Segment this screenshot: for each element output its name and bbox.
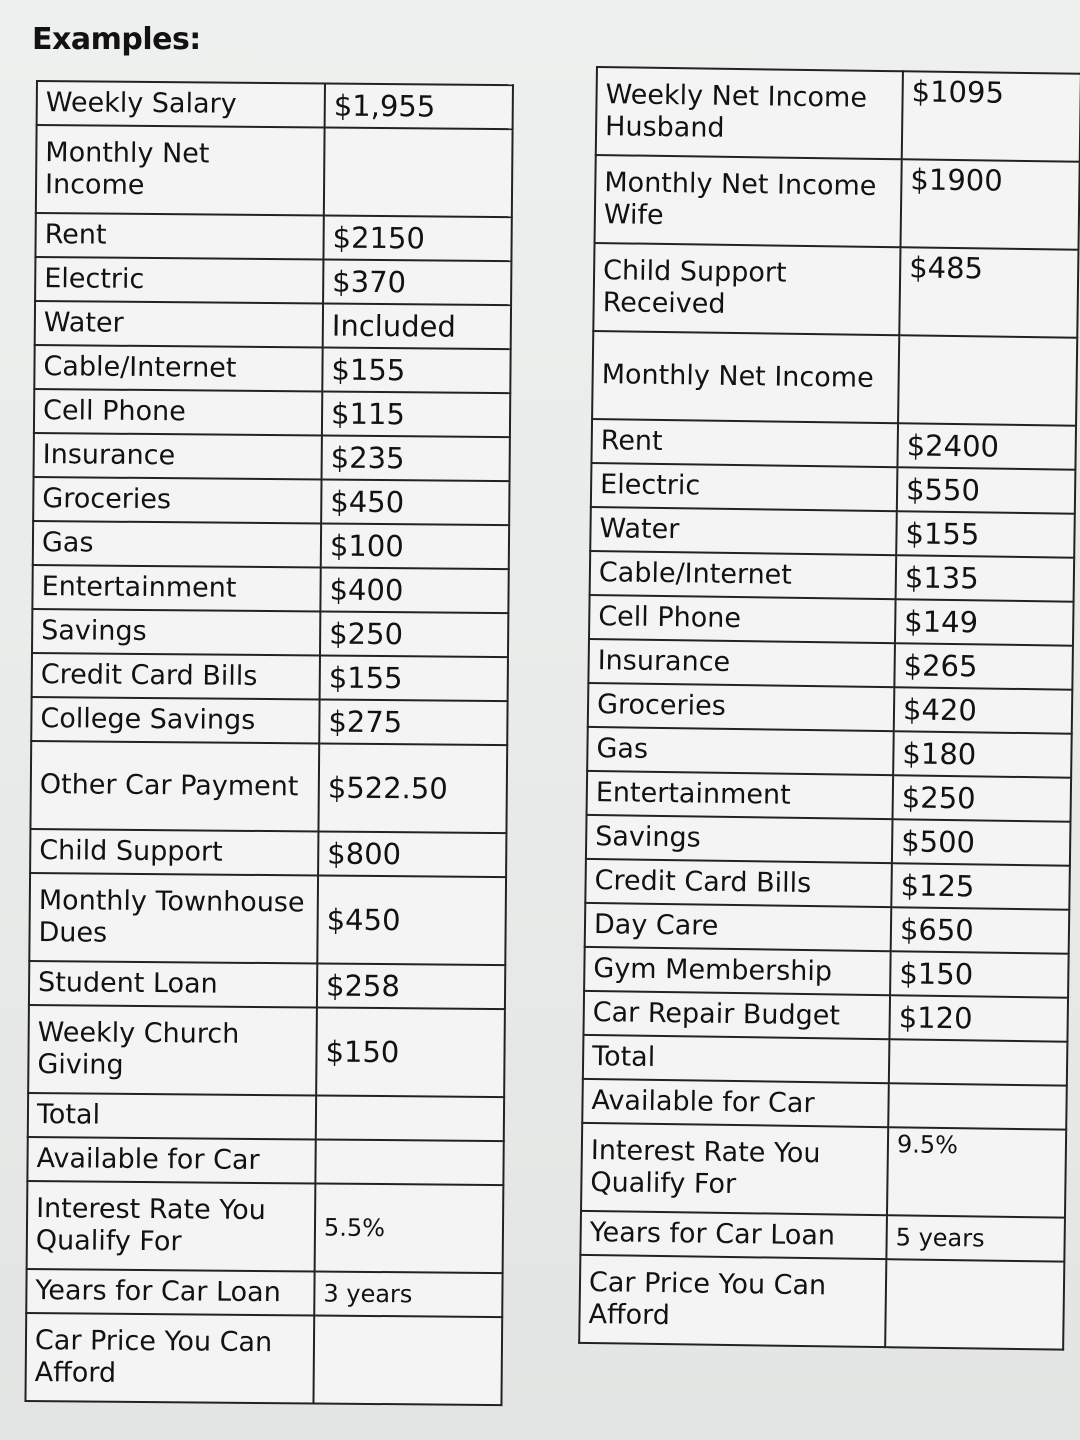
row-value: $180: [893, 731, 1072, 777]
row-label: Insurance: [34, 433, 322, 480]
table-row: [27, 1137, 503, 1185]
row-label: Weekly Church Giving: [28, 1005, 317, 1096]
row-value: $500: [892, 819, 1071, 865]
table-row: [34, 389, 510, 437]
table-row: [27, 1181, 504, 1273]
table-row: [30, 829, 506, 877]
table-row: [35, 301, 511, 349]
table-row: [591, 419, 1076, 470]
table-row: [592, 331, 1077, 426]
row-label: Groceries: [588, 683, 895, 731]
row-value: $265: [894, 643, 1073, 689]
row-value: $1,955: [325, 84, 513, 130]
row-label: Car Repair Budget: [583, 991, 890, 1039]
table-row: [33, 477, 509, 525]
row-value: [889, 1039, 1068, 1085]
row-label: Cell Phone: [589, 595, 896, 643]
row-value: $235: [322, 436, 510, 482]
table-row: [590, 551, 1075, 602]
row-label: Child Support Received: [593, 243, 900, 335]
table-row: [34, 345, 510, 393]
table-row: [588, 639, 1073, 690]
table-row: [580, 1211, 1065, 1262]
row-label: Gas: [33, 521, 321, 568]
table-row: [29, 873, 506, 965]
row-value: 5 years: [886, 1215, 1065, 1261]
row-label: Savings: [32, 609, 320, 656]
row-value: $149: [895, 599, 1074, 645]
row-value: $155: [322, 348, 510, 394]
row-value: $450: [321, 480, 509, 526]
table-row: [32, 653, 508, 701]
row-label: Available for Car: [27, 1137, 315, 1184]
table-row: [25, 1313, 502, 1405]
table-row: [26, 1269, 502, 1317]
table-row: [35, 213, 511, 261]
table-row: [31, 697, 507, 745]
table-row: [28, 1093, 504, 1141]
row-value: [898, 335, 1077, 425]
table-row: [587, 771, 1072, 822]
table-row: [36, 125, 513, 217]
row-value: $115: [322, 392, 510, 438]
row-label: Weekly Salary: [37, 81, 325, 128]
row-value: $100: [321, 524, 509, 570]
table-row: [28, 1005, 505, 1097]
row-label: Day Care: [585, 903, 892, 951]
row-label: Water: [35, 301, 323, 348]
row-value: $800: [318, 831, 506, 877]
row-value: [888, 1083, 1067, 1129]
table-row: [595, 155, 1080, 250]
table-row: [589, 595, 1074, 646]
row-value: $2400: [897, 423, 1076, 469]
table-row: [37, 81, 513, 129]
row-value: $1900: [900, 159, 1079, 249]
row-value: $135: [896, 555, 1075, 601]
row-value: $250: [893, 775, 1072, 821]
row-label: Cable/Internet: [34, 345, 322, 392]
row-label: Rent: [591, 419, 898, 467]
row-label: Groceries: [33, 477, 321, 524]
row-value: $155: [320, 656, 508, 702]
row-label: Cable/Internet: [590, 551, 897, 599]
row-label: Car Price You Can Afford: [25, 1313, 314, 1404]
row-value: $258: [317, 963, 505, 1009]
row-value: [315, 1139, 503, 1185]
row-value: $2150: [323, 216, 511, 262]
row-label: Car Price You Can Afford: [579, 1255, 886, 1347]
row-value: $120: [889, 995, 1068, 1041]
row-label: Interest Rate You Qualify For: [27, 1181, 316, 1272]
row-value: [316, 1095, 504, 1141]
row-value: $485: [899, 247, 1078, 337]
row-value: 9.5%: [887, 1127, 1066, 1217]
row-value: $370: [323, 260, 511, 306]
table-row: [585, 859, 1070, 910]
table-row: [593, 243, 1078, 338]
budget-table-left: [24, 80, 514, 1406]
table-row: [579, 1255, 1064, 1350]
row-value: [313, 1315, 502, 1405]
table-row: [581, 1123, 1066, 1218]
row-label: Years for Car Loan: [26, 1269, 314, 1316]
row-label: Cell Phone: [34, 389, 322, 436]
row-value: $275: [319, 699, 507, 745]
row-value: 5.5%: [315, 1183, 504, 1273]
row-value: $550: [897, 467, 1076, 513]
row-label: Gas: [587, 727, 894, 775]
row-value: $450: [317, 875, 506, 965]
row-label: Child Support: [30, 829, 318, 876]
row-label: Interest Rate You Qualify For: [581, 1123, 888, 1215]
row-value: Included: [323, 304, 511, 350]
table-row: [583, 991, 1068, 1042]
row-value: $150: [890, 951, 1069, 997]
row-value: $650: [891, 907, 1070, 953]
row-label: Years for Car Loan: [580, 1211, 887, 1259]
table-row: [35, 257, 511, 305]
table-row: [590, 507, 1075, 558]
row-label: Electric: [35, 257, 323, 304]
table-row: [583, 1035, 1068, 1086]
table-row: [591, 463, 1076, 514]
budget-table-right: [578, 66, 1080, 1351]
page-heading: Examples:: [32, 22, 201, 57]
table-row: [596, 67, 1080, 162]
row-label: Total: [583, 1035, 890, 1083]
row-label: Monthly Net Income: [592, 331, 899, 423]
table-row: [32, 565, 508, 613]
table-row: [584, 947, 1069, 998]
table-row: [585, 903, 1070, 954]
row-value: $420: [894, 687, 1073, 733]
table-row: [588, 683, 1073, 734]
table-row: [30, 741, 507, 833]
row-label: Entertainment: [32, 565, 320, 612]
table-row: [33, 521, 509, 569]
row-value: 3 years: [314, 1271, 502, 1317]
table-row: [32, 609, 508, 657]
row-label: Insurance: [588, 639, 895, 687]
table-row: [582, 1079, 1067, 1130]
row-label: Credit Card Bills: [32, 653, 320, 700]
row-value: $155: [896, 511, 1075, 557]
row-value: $522.50: [318, 743, 507, 833]
row-label: Water: [590, 507, 897, 555]
row-label: Student Loan: [29, 961, 317, 1008]
table-row: [34, 433, 510, 481]
row-label: Rent: [35, 213, 323, 260]
row-label: Available for Car: [582, 1079, 889, 1127]
row-label: Entertainment: [587, 771, 894, 819]
row-value: $250: [320, 612, 508, 658]
table-row: [29, 961, 505, 1009]
row-label: Monthly Net Income: [36, 125, 325, 216]
row-label: Total: [28, 1093, 316, 1140]
row-value: $400: [320, 568, 508, 614]
table-row: [587, 727, 1072, 778]
row-label: Savings: [586, 815, 893, 863]
row-value: [324, 128, 513, 218]
row-value: $150: [316, 1007, 505, 1097]
row-label: Electric: [591, 463, 898, 511]
table-row: [586, 815, 1071, 866]
row-label: Monthly Townhouse Dues: [29, 873, 318, 964]
row-label: Credit Card Bills: [585, 859, 892, 907]
row-value: $1095: [902, 71, 1080, 161]
row-value: $125: [891, 863, 1070, 909]
row-label: Other Car Payment: [30, 741, 319, 832]
row-label: Monthly Net Income Wife: [595, 155, 902, 247]
row-label: Weekly Net Income Husband: [596, 67, 903, 159]
row-label: Gym Membership: [584, 947, 891, 995]
row-label: College Savings: [31, 697, 319, 744]
row-value: [885, 1259, 1064, 1349]
